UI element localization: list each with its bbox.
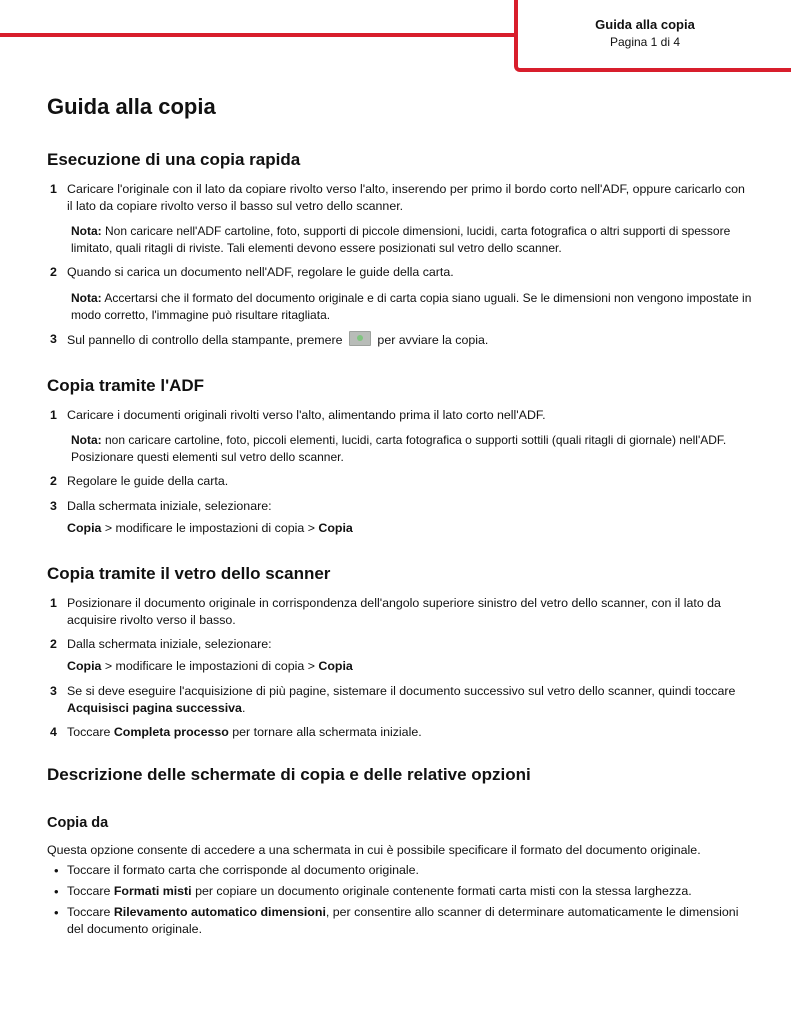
step-text-main: Se si deve eseguire l'acquisizione di più pagine, sistemare il documento successivo sul vetro dello scanner, quindi toccare bbox=[67, 684, 736, 698]
step-text: Posizionare il documento originale in corrispondenza dell'angolo superiore sinistro del vetro dello scanner, con il lato da acquisire rivolto verso il basso. bbox=[67, 596, 721, 627]
note-text: Non caricare nell'ADF cartoline, foto, supporti di piccole dimensioni, lucidi, carta fotografica o altri supporti di spessore limitato, quali ritagli di riviste. Tali elementi devono essere posizionati sul vetro dello scanner. bbox=[71, 224, 731, 255]
menu-path bbox=[67, 520, 353, 537]
menu-path bbox=[67, 658, 353, 675]
note-label: Nota: bbox=[71, 291, 102, 305]
bullet-item bbox=[47, 883, 752, 900]
bullet-text: Toccare il formato carta che corrisponde al documento originale. bbox=[67, 863, 419, 877]
note-label: Nota: bbox=[71, 433, 102, 447]
menu-item: Copia bbox=[318, 659, 353, 673]
bullet-item bbox=[47, 904, 752, 938]
step-text bbox=[67, 724, 752, 741]
step-1 bbox=[47, 407, 752, 424]
step-4 bbox=[47, 724, 752, 741]
step-text-after: per avviare la copia. bbox=[377, 333, 489, 347]
menu-item: Copia bbox=[67, 659, 102, 673]
step-number: 1 bbox=[50, 408, 57, 422]
menu-separator: > modificare le impostazioni di copia > bbox=[101, 521, 319, 535]
step-text: Regolare le guide della carta. bbox=[67, 474, 229, 488]
step-3 bbox=[47, 498, 752, 515]
step-text: Quando si carica un documento nell'ADF, regolare le guide della carta. bbox=[67, 265, 454, 279]
bullet-dot: • bbox=[54, 905, 59, 920]
subsection-heading-copy-from: Copia da bbox=[47, 815, 109, 831]
section-heading-quick-copy: Esecuzione di una copia rapida bbox=[47, 150, 301, 169]
step-number: 1 bbox=[50, 596, 57, 610]
step-number: 3 bbox=[50, 499, 57, 513]
step-emphasis: Acquisisci pagina successiva bbox=[67, 701, 242, 715]
step-text-end: . bbox=[241, 701, 246, 715]
step-2 bbox=[47, 264, 752, 281]
note-text: Accertarsi che il formato del documento originale e di carta copia siano uguali. Se le dimensioni non vengono impostate in modo corretto, l'immagine può risultare ritagliata. bbox=[71, 291, 752, 322]
menu-separator: > modificare le impostazioni di copia > bbox=[101, 659, 319, 673]
header-rule bbox=[0, 33, 517, 37]
bullet-text bbox=[67, 883, 752, 900]
step-3 bbox=[47, 683, 752, 717]
step-2 bbox=[47, 473, 752, 490]
step-number: 3 bbox=[50, 332, 57, 346]
bullet-dot: • bbox=[54, 884, 59, 899]
header-title: Guida alla copia bbox=[595, 17, 695, 32]
step-text: Dalla schermata iniziale, selezionare: bbox=[67, 637, 272, 651]
intro-paragraph: Questa opzione consente di accedere a una schermata in cui è possibile specificare il formato del documento originale. bbox=[47, 843, 701, 857]
bullet-text-before: Toccare bbox=[67, 884, 114, 898]
note bbox=[71, 432, 761, 466]
note-label: Nota: bbox=[71, 224, 102, 238]
note bbox=[71, 290, 761, 324]
bullet-text-before: Toccare bbox=[67, 905, 114, 919]
bullet-text-after: per copiare un documento originale contenente formati carta misti con la stessa larghezza. bbox=[191, 884, 692, 898]
bullet-item bbox=[47, 862, 752, 879]
header-page-number: Pagina 1 di 4 bbox=[609, 35, 681, 49]
document-title: Guida alla copia bbox=[47, 94, 216, 119]
step-text bbox=[67, 331, 752, 349]
step-text: Caricare l'originale con il lato da copiare rivolto verso l'alto, inserendo per primo il bordo corto nell'ADF, oppure caricarlo con il lato da copiare rivolto verso il basso sul vetro dello scanner. bbox=[67, 182, 745, 213]
step-1 bbox=[47, 181, 752, 215]
section-heading-adf-copy: Copia tramite l'ADF bbox=[47, 376, 205, 395]
step-3 bbox=[47, 331, 752, 349]
step-text bbox=[67, 683, 752, 717]
start-button-icon bbox=[349, 331, 371, 346]
bullet-text-after: , per consentire allo scanner di determinare automaticamente le dimensioni del documento originale. bbox=[67, 905, 739, 936]
step-text: Dalla schermata iniziale, selezionare: bbox=[67, 499, 272, 513]
step-text: Caricare i documenti originali rivolti verso l'alto, alimentando prima il lato corto nell'ADF. bbox=[67, 408, 546, 422]
bullet-emphasis: Formati misti bbox=[113, 884, 192, 898]
step-number: 2 bbox=[50, 637, 57, 651]
note bbox=[71, 223, 761, 257]
bullet-emphasis: Rilevamento automatico dimensioni bbox=[113, 905, 326, 919]
menu-item: Copia bbox=[318, 521, 353, 535]
menu-item: Copia bbox=[67, 521, 102, 535]
bullet-text bbox=[67, 904, 752, 938]
step-number: 1 bbox=[50, 182, 57, 196]
step-2 bbox=[47, 636, 752, 653]
step-number: 2 bbox=[50, 474, 57, 488]
bullet-dot: • bbox=[54, 863, 59, 878]
note-text: non caricare cartoline, foto, piccoli elementi, lucidi, carta fotografica o supporti sottili (quali ritagli di giornale) nell'ADF. Posizionare questi elementi sul vetro dello scanner. bbox=[71, 433, 727, 464]
step-number: 2 bbox=[50, 265, 57, 279]
step-emphasis: Completa processo bbox=[113, 725, 229, 739]
step-text-before: Toccare bbox=[67, 725, 114, 739]
step-text-before: Sul pannello di controllo della stampante, premere bbox=[67, 333, 343, 347]
step-number: 4 bbox=[50, 725, 57, 739]
step-text-after: per tornare alla schermata iniziale. bbox=[228, 725, 422, 739]
step-number: 3 bbox=[50, 684, 57, 698]
section-heading-copy-screens: Descrizione delle schermate di copia e delle relative opzioni bbox=[47, 765, 531, 784]
step-1 bbox=[47, 595, 752, 629]
section-heading-glass-copy: Copia tramite il vetro dello scanner bbox=[47, 564, 331, 583]
